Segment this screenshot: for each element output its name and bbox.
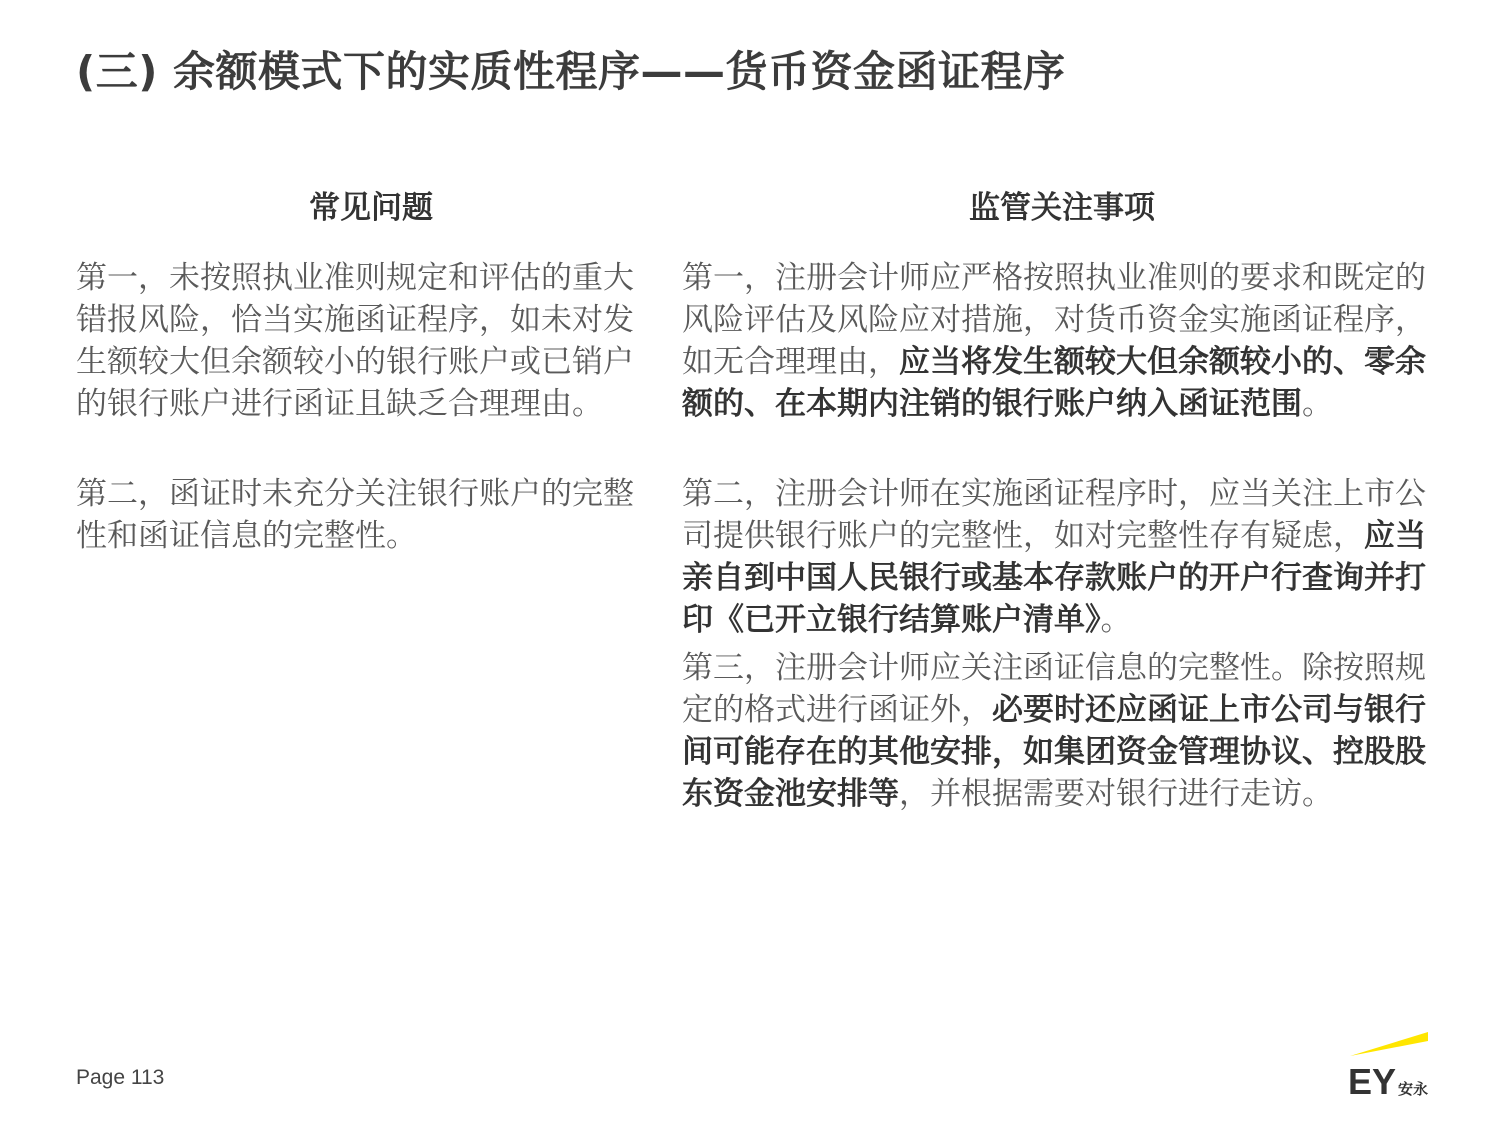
regulatory-item-3-emphasis: 必要时还应函证上市公司与银行间可能存在的其他安排，如集团资金管理协议、控股股东资金池安排等	[682, 692, 1426, 812]
slide-title: (三) 余额模式下的实质性程序——货币资金函证程序	[76, 47, 1066, 96]
regulatory-item-3-end: ，并根据需要对银行进行走访。	[899, 776, 1333, 812]
regulatory-item-1-end: 。	[1302, 386, 1333, 422]
regulatory-focus-heading: 监管关注事项	[969, 190, 1155, 226]
common-issue-2: 第二，函证时未充分关注银行账户的完整性和函证信息的完整性。	[76, 476, 634, 554]
regulatory-item-3	[682, 647, 1434, 815]
regulatory-item-1-text: 第一，注册会计师应严格按照执业准则的要求和既定的风险评估及风险应对措施，对货币资金实施函证程序，如无合理理由，	[682, 260, 1426, 380]
regulatory-item-1-emphasis: 应当将发生额较大但余额较小的、零余额的、在本期内注销的银行账户纳入函证范围	[682, 344, 1426, 422]
ey-beam-icon	[1350, 1032, 1428, 1056]
regulatory-item-2	[682, 473, 1434, 641]
common-issue-1: 第一，未按照执业准则规定和评估的重大错报风险，恰当实施函证程序，如未对发生额较大但余额较小的银行账户或已销户的银行账户进行函证且缺乏合理理由。	[76, 260, 634, 422]
ey-wordmark: EY	[1348, 1061, 1397, 1102]
page-number: Page 113	[76, 1066, 165, 1089]
regulatory-item-2-text: 第二，注册会计师在实施函证程序时，应当关注上市公司提供银行账户的完整性，如对完整性存有疑虑，	[682, 476, 1426, 554]
regulatory-focus-column	[682, 257, 1434, 815]
regulatory-item-2-end: 。	[1100, 602, 1132, 638]
common-issues-heading: 常见问题	[309, 190, 433, 226]
regulatory-item-3-text: 第三，注册会计师应关注函证信息的完整性。除按照规定的格式进行函证外，	[682, 650, 1426, 728]
ey-logo	[1348, 1030, 1440, 1102]
regulatory-item-2-emphasis: 应当亲自到中国人民银行或基本存款账户的开户行查询并打印《已开立银行结算账户清单》	[682, 518, 1426, 638]
regulatory-item-1	[682, 257, 1434, 425]
ey-chinese-name: 安永	[1398, 1080, 1429, 1098]
common-issues-column	[76, 257, 648, 557]
